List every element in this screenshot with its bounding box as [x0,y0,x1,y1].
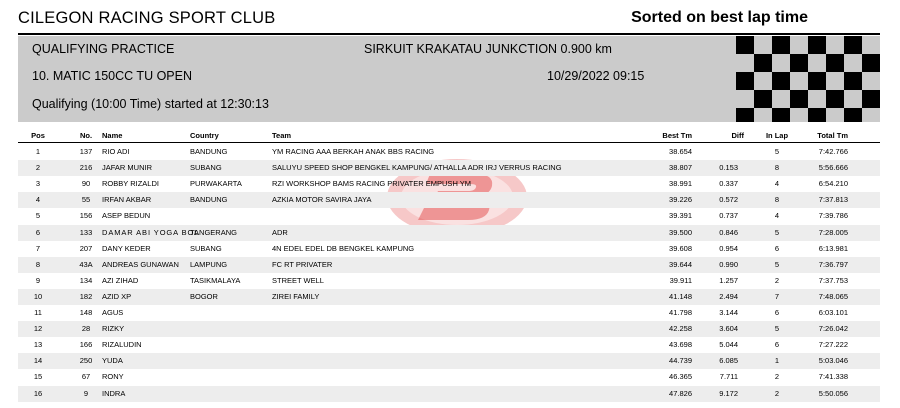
flag-square [790,54,808,72]
cell-total: 7:26.042 [818,324,848,334]
cell-best: 41.798 [669,308,692,317]
cell-pos: 14 [33,356,43,366]
col-pos: Pos [31,131,45,140]
flag-square [772,108,790,122]
cell-team: SALUYU SPEED SHOP BENGKEL KAMPUNG/ ATHALLA ADR IRJ VERRUS RACING [272,163,562,173]
cell-diff: 9.172 [719,388,738,398]
cell-name: DAMAR ABI YOGA BOL [102,227,200,237]
cell-best: 39.644 [669,259,692,269]
cell-name: AZI ZIHAD [102,275,139,285]
flag-square [736,36,754,54]
col-no: No. [79,131,93,140]
cell-pos: 3 [35,179,41,189]
col-name: Name [102,131,123,140]
cell-name: DANY KEDER [102,243,151,253]
cell-best: 44.739 [669,356,692,366]
cell-pos: 10 [33,291,43,301]
cell-country: BANDUNG [190,147,228,156]
cell-diff: 3.144 [719,308,738,317]
table-row [18,208,880,224]
flag-square [862,90,880,108]
cell-name: RIZKY [102,324,125,334]
flag-square [754,90,772,108]
session-datetime: 10/29/2022 09:15 [547,69,645,83]
flag-square [736,72,754,90]
cell-no: 90 [81,179,91,189]
cell-total: 7:37.753 [818,275,848,285]
cell-no: 134 [79,275,93,285]
cell-pos: 6 [35,227,41,237]
cell-best: 38.991 [669,179,692,189]
flag-square [844,108,862,122]
table-row [18,369,880,385]
cell-diff: 7.711 [719,372,738,382]
cell-country: SUBANG [190,163,222,173]
cell-no: 207 [79,243,93,253]
cell-best: 41.148 [669,291,692,301]
cell-total: 6:54.210 [818,179,848,189]
cell-best: 39.911 [669,275,692,285]
col-inlap: In Lap [765,131,789,140]
flag-square [826,54,844,72]
cell-no: 148 [79,308,93,317]
flag-square [844,72,862,90]
cell-name: RONY [102,372,124,382]
table-row [18,321,880,337]
cell-team: 4N EDEL EDEL DB BENGKEL KAMPUNG [272,243,415,253]
cell-name: JAFAR MUNIR [102,163,153,173]
cell-name: IRFAN AKBAR [102,195,152,205]
cell-pos: 9 [35,275,41,285]
cell-team: STREET WELL [272,275,324,285]
cell-no: 43A [79,259,93,269]
cell-name: AGUS [102,308,124,317]
cell-team: ADR [272,227,288,237]
flag-square [772,36,790,54]
circuit-name: SIRKUIT KRAKATAU JUNKCTION 0.900 km [364,42,612,56]
cell-diff: 1.257 [719,275,738,285]
cell-inlap: 2 [774,388,780,398]
cell-name: INDRA [102,388,126,398]
table-row [18,353,880,369]
col-best: Best Tm [662,131,692,140]
cell-no: 250 [79,356,93,366]
cell-name: ASEP BEDUN [102,211,151,221]
flag-square [862,54,880,72]
flag-square [808,108,826,122]
cell-best: 46.365 [669,372,692,382]
cell-pos: 15 [33,372,43,382]
cell-no: 9 [83,388,89,398]
checkered-flag-icon [736,36,880,122]
cell-total: 5:56.666 [818,163,848,173]
flag-square [772,72,790,90]
cell-pos: 8 [35,259,41,269]
cell-best: 39.391 [669,211,692,221]
cell-no: 166 [79,340,93,350]
cell-pos: 13 [33,340,43,350]
table-row [18,241,880,257]
flag-square [808,36,826,54]
cell-name: ANDREAS GUNAWAN [102,259,179,269]
session-name: QUALIFYING PRACTICE [32,42,175,56]
cell-total: 7:37.813 [818,195,848,205]
cell-inlap: 4 [774,179,780,189]
cell-diff: 0.846 [719,227,738,237]
cell-best: 47.826 [669,388,692,398]
flag-square [808,72,826,90]
cell-country: PURWAKARTA [190,179,242,189]
cell-total: 5:50.056 [818,388,848,398]
cell-team: FC RT PRIVATER [272,259,333,269]
table-row [18,257,880,273]
column-header-rule [18,142,880,143]
table-row [18,160,880,176]
flag-square [790,90,808,108]
cell-total: 7:42.766 [818,147,848,156]
cell-diff: 5.044 [719,340,738,350]
cell-diff: 0.990 [719,259,738,269]
cell-name: YUDA [102,356,123,366]
cell-inlap: 8 [774,163,780,173]
col-team: Team [272,131,292,140]
flag-square [826,90,844,108]
table-row [18,386,880,402]
cell-inlap: 5 [774,147,780,156]
cell-pos: 7 [35,243,41,253]
table-row [18,337,880,353]
cell-country: BANDUNG [190,195,228,205]
cell-no: 137 [79,147,93,156]
cell-no: 28 [81,324,91,334]
cell-best: 39.500 [669,227,692,237]
cell-pos: 5 [35,211,41,221]
cell-total: 6:03.101 [818,308,848,317]
table-row [18,225,880,241]
cell-inlap: 6 [774,340,780,350]
cell-inlap: 1 [774,356,780,366]
session-panel [18,36,880,122]
cell-total: 5:03.046 [818,356,848,366]
cell-inlap: 5 [774,324,780,334]
col-diff: Diff [731,131,744,140]
cell-total: 7:48.065 [818,291,848,301]
cell-best: 43.698 [669,340,692,350]
cell-best: 39.226 [669,195,692,205]
cell-diff: 0.153 [719,163,738,173]
cell-no: 55 [81,195,91,205]
cell-best: 38.807 [669,163,692,173]
cell-total: 7:39.786 [818,211,848,221]
cell-pos: 2 [35,163,41,173]
cell-country: LAMPUNG [190,259,228,269]
cell-inlap: 6 [774,243,780,253]
cell-inlap: 8 [774,195,780,205]
cell-team: ZIREI FAMILY [272,291,320,301]
table-row [18,176,880,192]
cell-inlap: 5 [774,259,780,269]
cell-diff: 0.337 [719,179,738,189]
cell-pos: 4 [35,195,41,205]
cell-total: 6:13.981 [818,243,848,253]
cell-no: 216 [79,163,93,173]
cell-no: 133 [79,227,93,237]
cell-country: TASIKMALAYA [190,275,241,285]
cell-diff: 0.954 [719,243,738,253]
flag-square [736,108,754,122]
cell-name: AZID XP [102,291,132,301]
cell-name: RIO ADI [102,147,130,156]
col-country: Country [190,131,219,140]
cell-team: RZI WORKSHOP BAMS RACING PRIVATER EMPUSH YM [272,179,472,189]
cell-team: AZKIA MOTOR SAVIRA JAYA [272,195,372,205]
cell-diff: 6.085 [719,356,738,366]
cell-pos: 16 [33,388,43,398]
cell-total: 7:36.797 [818,259,848,269]
cell-diff: 0.737 [719,211,738,221]
cell-no: 182 [79,291,93,301]
cell-total: 7:27.222 [818,340,848,350]
cell-name: RIZALUDIN [102,340,142,350]
table-row [18,289,880,305]
cell-no: 67 [81,372,91,382]
cell-country: TANGERANG [190,227,237,237]
header-rule [18,33,880,35]
cell-inlap: 2 [774,275,780,285]
sort-caption: Sorted on best lap time [631,9,808,26]
session-start: Qualifying (10:00 Time) started at 12:30:13 [32,97,269,111]
cell-country: BOGOR [190,291,218,301]
cell-pos: 11 [34,308,42,317]
table-row [18,305,880,321]
table-row [18,192,880,208]
cell-best: 42.258 [669,324,692,334]
cell-best: 39.608 [669,243,692,253]
cell-pos: 12 [33,324,43,334]
cell-inlap: 7 [774,291,780,301]
cell-pos: 1 [35,147,41,156]
flag-square [844,36,862,54]
cell-total: 7:41.338 [818,372,848,382]
col-total: Total Tm [817,131,848,140]
club-title: CILEGON RACING SPORT CLUB [18,9,276,27]
cell-inlap: 5 [774,227,780,237]
cell-country: SUBANG [190,243,222,253]
cell-diff: 0.572 [719,195,738,205]
cell-name: ROBBY RIZALDI [102,179,159,189]
cell-inlap: 2 [774,372,780,382]
cell-inlap: 6 [774,308,780,317]
cell-diff: 2.494 [719,291,738,301]
cell-diff: 3.604 [719,324,738,334]
cell-no: 156 [79,211,93,221]
cell-total: 7:28.005 [818,227,848,237]
flag-square [754,54,772,72]
cell-inlap: 4 [774,211,780,221]
cell-team: YM RACING AAA BERKAH ANAK BBS RACING [272,147,435,156]
class-name: 10. MATIC 150CC TU OPEN [32,69,192,83]
cell-best: 38.654 [669,147,692,156]
table-row [18,144,880,160]
table-row [18,273,880,289]
